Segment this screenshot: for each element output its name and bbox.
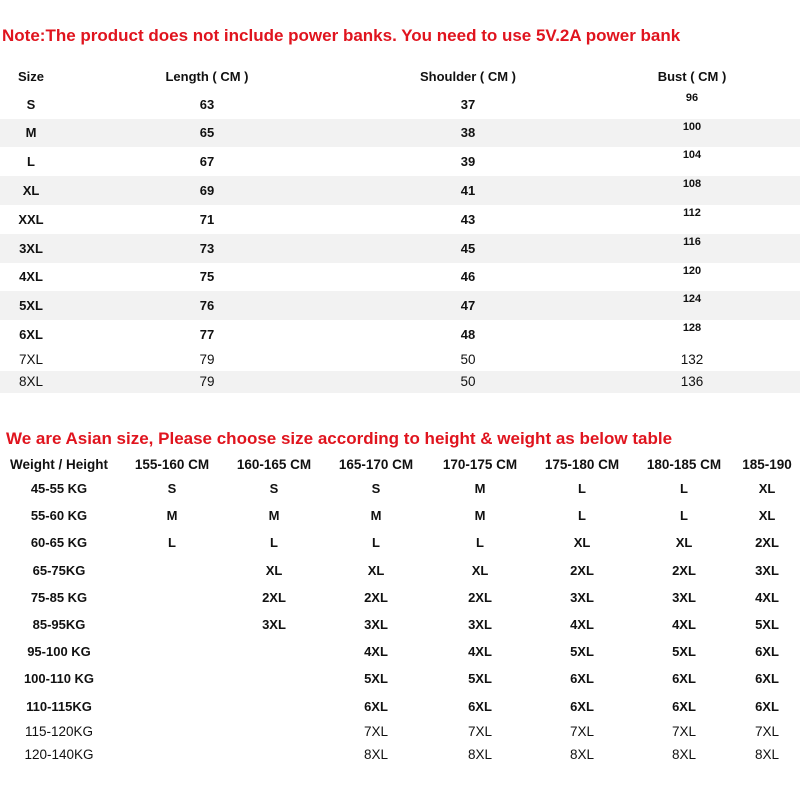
bust-cell: 120 — [682, 264, 702, 277]
size-recommendation-cell: 8XL — [754, 746, 780, 762]
size-recommendation-cell: L — [476, 535, 484, 551]
length-cell: 71 — [199, 211, 215, 227]
size-recommendation-cell: 7XL — [569, 723, 595, 739]
size-recommendation-cell: L — [578, 508, 586, 524]
header-weight-height: Weight / Height — [10, 456, 108, 472]
length-cell: 79 — [199, 352, 215, 368]
size-recommendation-cell: XL — [675, 535, 693, 551]
size-table-row — [0, 291, 800, 320]
size-recommendation-cell: L — [578, 481, 586, 497]
fit-table-row — [0, 743, 800, 766]
bust-cell: 108 — [584, 176, 800, 205]
size-recommendation-cell: XL — [367, 562, 385, 578]
header-height-range: 165-170 CM — [338, 456, 414, 472]
header-height-range: 155-160 CM — [134, 456, 210, 472]
fit-table-row — [0, 475, 800, 502]
size-table-row — [0, 147, 800, 176]
size-recommendation-cell — [226, 720, 322, 743]
size-recommendation-cell: 4XL — [672, 617, 696, 633]
fit-table-row — [0, 584, 800, 611]
shoulder-cell: 50 — [460, 352, 476, 368]
size-recommendation-cell: 6XL — [364, 698, 388, 714]
asian-size-note: We are Asian size, Please choose size according to height & weight as below table — [6, 429, 673, 448]
bust-cell: 104 — [682, 149, 702, 162]
size-recommendation-cell: 3XL — [262, 617, 286, 633]
size-recommendation-cell: 5XL — [364, 671, 388, 687]
size-recommendation-cell: 2XL — [755, 535, 779, 551]
size-recommendation-cell: XL — [265, 562, 283, 578]
size-recommendation-cell: XL — [573, 535, 591, 551]
size-recommendation-cell: 3XL — [364, 617, 388, 633]
length-cell: 65 — [62, 119, 352, 148]
fit-table-row — [0, 720, 800, 743]
shoulder-cell: 47 — [352, 291, 584, 320]
size-cell: M — [0, 119, 62, 148]
size-recommendation-cell: 8XL — [363, 746, 389, 762]
length-cell: 67 — [199, 154, 215, 170]
size-recommendation-cell — [226, 638, 322, 665]
fit-table-header — [0, 453, 800, 475]
fit-table-row — [0, 638, 800, 665]
size-recommendation-cell — [118, 665, 226, 692]
bust-cell: 132 — [680, 352, 704, 368]
weight-range-cell: 120-140KG — [24, 746, 94, 762]
size-recommendation-cell: L — [168, 535, 176, 551]
size-recommendation-cell: 4XL — [755, 589, 779, 605]
size-recommendation-cell: XL — [471, 562, 489, 578]
size-recommendation-cell: 7XL — [363, 723, 389, 739]
fit-table — [0, 453, 800, 766]
shoulder-cell: 39 — [460, 154, 476, 170]
header-height-range: 180-185 CM — [646, 456, 722, 472]
size-recommendation-cell: 3XL — [468, 617, 492, 633]
size-recommendation-cell: 2XL — [262, 589, 286, 605]
size-recommendation-cell — [226, 665, 322, 692]
size-recommendation-cell: 5XL — [755, 617, 779, 633]
size-recommendation-cell — [118, 638, 226, 665]
shoulder-cell: 48 — [460, 327, 476, 343]
size-recommendation-cell: 6XL — [755, 698, 779, 714]
length-cell: 79 — [62, 371, 352, 393]
bust-cell: 124 — [584, 291, 800, 320]
size-recommendation-cell: 6XL — [570, 698, 594, 714]
header-height-range: 185-190 — [742, 456, 792, 472]
shoulder-cell: 50 — [352, 371, 584, 393]
size-table-row — [0, 119, 800, 148]
size-recommendation-cell: S — [269, 481, 279, 497]
size-recommendation-cell: 6XL — [570, 671, 594, 687]
bust-cell: 96 — [685, 91, 699, 104]
size-recommendation-cell — [226, 693, 322, 720]
size-cell: XXL — [18, 211, 44, 227]
shoulder-cell: 38 — [352, 119, 584, 148]
size-recommendation-cell: 7XL — [671, 723, 697, 739]
bust-cell: 100 — [584, 119, 800, 148]
header-bust: Bust ( CM ) — [657, 68, 727, 84]
size-cell: 7XL — [18, 352, 44, 368]
fit-table-body — [0, 475, 800, 766]
weight-range-cell: 85-95KG — [32, 617, 86, 633]
shoulder-cell: 43 — [460, 211, 476, 227]
size-cell: 4XL — [19, 269, 43, 285]
size-cell: 6XL — [19, 327, 43, 343]
bust-cell: 112 — [683, 206, 701, 219]
size-cell: 5XL — [0, 291, 62, 320]
size-recommendation-cell: 6XL — [755, 644, 779, 660]
size-recommendation-cell: L — [270, 535, 278, 551]
size-recommendation-cell: 3XL — [570, 589, 594, 605]
size-recommendation-cell: 3XL — [672, 589, 696, 605]
size-recommendation-cell: M — [268, 508, 280, 524]
size-recommendation-cell: M — [474, 481, 486, 497]
size-recommendation-cell: L — [372, 535, 380, 551]
size-recommendation-cell: L — [680, 481, 688, 497]
size-recommendation-cell: 2XL — [364, 589, 388, 605]
size-recommendation-cell — [118, 584, 226, 611]
size-recommendation-cell: 2XL — [468, 589, 492, 605]
size-recommendation-cell: 5XL — [570, 644, 594, 660]
size-table — [0, 63, 800, 393]
bust-cell: 116 — [584, 234, 800, 263]
size-table-row — [0, 320, 800, 349]
size-recommendation-cell: L — [680, 508, 688, 524]
size-recommendation-cell: S — [167, 481, 177, 497]
weight-range-cell: 55-60 KG — [30, 508, 88, 524]
size-recommendation-cell: 6XL — [672, 671, 696, 687]
size-table-header — [0, 63, 800, 90]
header-height-range: 170-175 CM — [442, 456, 518, 472]
size-cell: 8XL — [0, 371, 62, 393]
weight-range-cell: 45-55 KG — [30, 481, 88, 497]
shoulder-cell: 45 — [352, 234, 584, 263]
size-recommendation-cell — [118, 557, 226, 584]
length-cell: 76 — [62, 291, 352, 320]
size-recommendation-cell: 4XL — [570, 617, 594, 633]
size-recommendation-cell: XL — [758, 481, 776, 497]
fit-table-row — [0, 557, 800, 584]
size-cell: S — [26, 96, 36, 112]
size-table-row — [0, 349, 800, 371]
shoulder-cell: 46 — [460, 269, 476, 285]
bust-cell: 136 — [584, 371, 800, 393]
size-cell: L — [27, 154, 35, 170]
size-recommendation-cell: 8XL — [671, 746, 697, 762]
header-height-range: 160-165 CM — [236, 456, 312, 472]
size-recommendation-cell: 5XL — [672, 644, 696, 660]
length-cell: 77 — [199, 327, 215, 343]
weight-range-cell: 115-120KG — [24, 723, 94, 739]
size-recommendation-cell: S — [371, 481, 381, 497]
size-recommendation-cell — [118, 611, 226, 638]
size-table-row — [0, 205, 800, 234]
fit-table-row — [0, 529, 800, 556]
size-recommendation-cell: 2XL — [570, 562, 594, 578]
size-table-body — [0, 90, 800, 393]
fit-table-row — [0, 611, 800, 638]
size-recommendation-cell: 6XL — [672, 698, 696, 714]
length-cell: 63 — [199, 96, 215, 112]
size-table-row — [0, 263, 800, 292]
length-cell: 69 — [62, 176, 352, 205]
weight-range-cell: 95-100 KG — [27, 644, 91, 660]
size-recommendation-cell: 4XL — [364, 644, 388, 660]
size-recommendation-cell: 4XL — [468, 644, 492, 660]
size-recommendation-cell — [118, 720, 226, 743]
size-recommendation-cell: 7XL — [754, 723, 780, 739]
size-recommendation-cell: 5XL — [468, 671, 492, 687]
header-size: Size — [17, 68, 44, 84]
size-recommendation-cell: 7XL — [467, 723, 493, 739]
size-recommendation-cell: 8XL — [467, 746, 493, 762]
size-recommendation-cell: 2XL — [672, 562, 696, 578]
size-recommendation-cell: 6XL — [755, 671, 779, 687]
shoulder-cell: 37 — [460, 96, 476, 112]
size-recommendation-cell: M — [474, 508, 486, 524]
size-recommendation-cell: 6XL — [468, 698, 492, 714]
size-table-row — [0, 176, 800, 205]
size-recommendation-cell: M — [166, 508, 178, 524]
length-cell: 73 — [62, 234, 352, 263]
size-recommendation-cell — [118, 693, 226, 720]
size-recommendation-cell: XL — [758, 508, 776, 524]
header-length: Length ( CM ) — [165, 68, 249, 84]
length-cell: 75 — [199, 269, 215, 285]
size-cell: 3XL — [0, 234, 62, 263]
size-table-row — [0, 234, 800, 263]
bust-cell: 128 — [682, 322, 702, 335]
fit-table-row — [0, 665, 800, 692]
size-recommendation-cell — [226, 743, 322, 766]
power-bank-note: Note:The product does not include power banks. You need to use 5V.2A power bank — [2, 26, 681, 45]
weight-range-cell: 65-75KG — [32, 562, 86, 578]
weight-range-cell: 100-110 KG — [23, 671, 95, 687]
weight-range-cell: 60-65 KG — [30, 535, 88, 551]
fit-table-row — [0, 693, 800, 720]
header-shoulder: Shoulder ( CM ) — [419, 68, 517, 84]
size-cell: XL — [0, 176, 62, 205]
size-recommendation-cell: 3XL — [755, 562, 779, 578]
size-table-row — [0, 371, 800, 393]
size-table-row — [0, 90, 800, 119]
size-recommendation-cell: M — [370, 508, 382, 524]
fit-table-row — [0, 502, 800, 529]
weight-range-cell: 110-115KG — [26, 698, 92, 714]
weight-range-cell: 75-85 KG — [30, 589, 88, 605]
size-recommendation-cell — [118, 743, 226, 766]
size-recommendation-cell: 8XL — [569, 746, 595, 762]
shoulder-cell: 41 — [352, 176, 584, 205]
header-height-range: 175-180 CM — [544, 456, 620, 472]
